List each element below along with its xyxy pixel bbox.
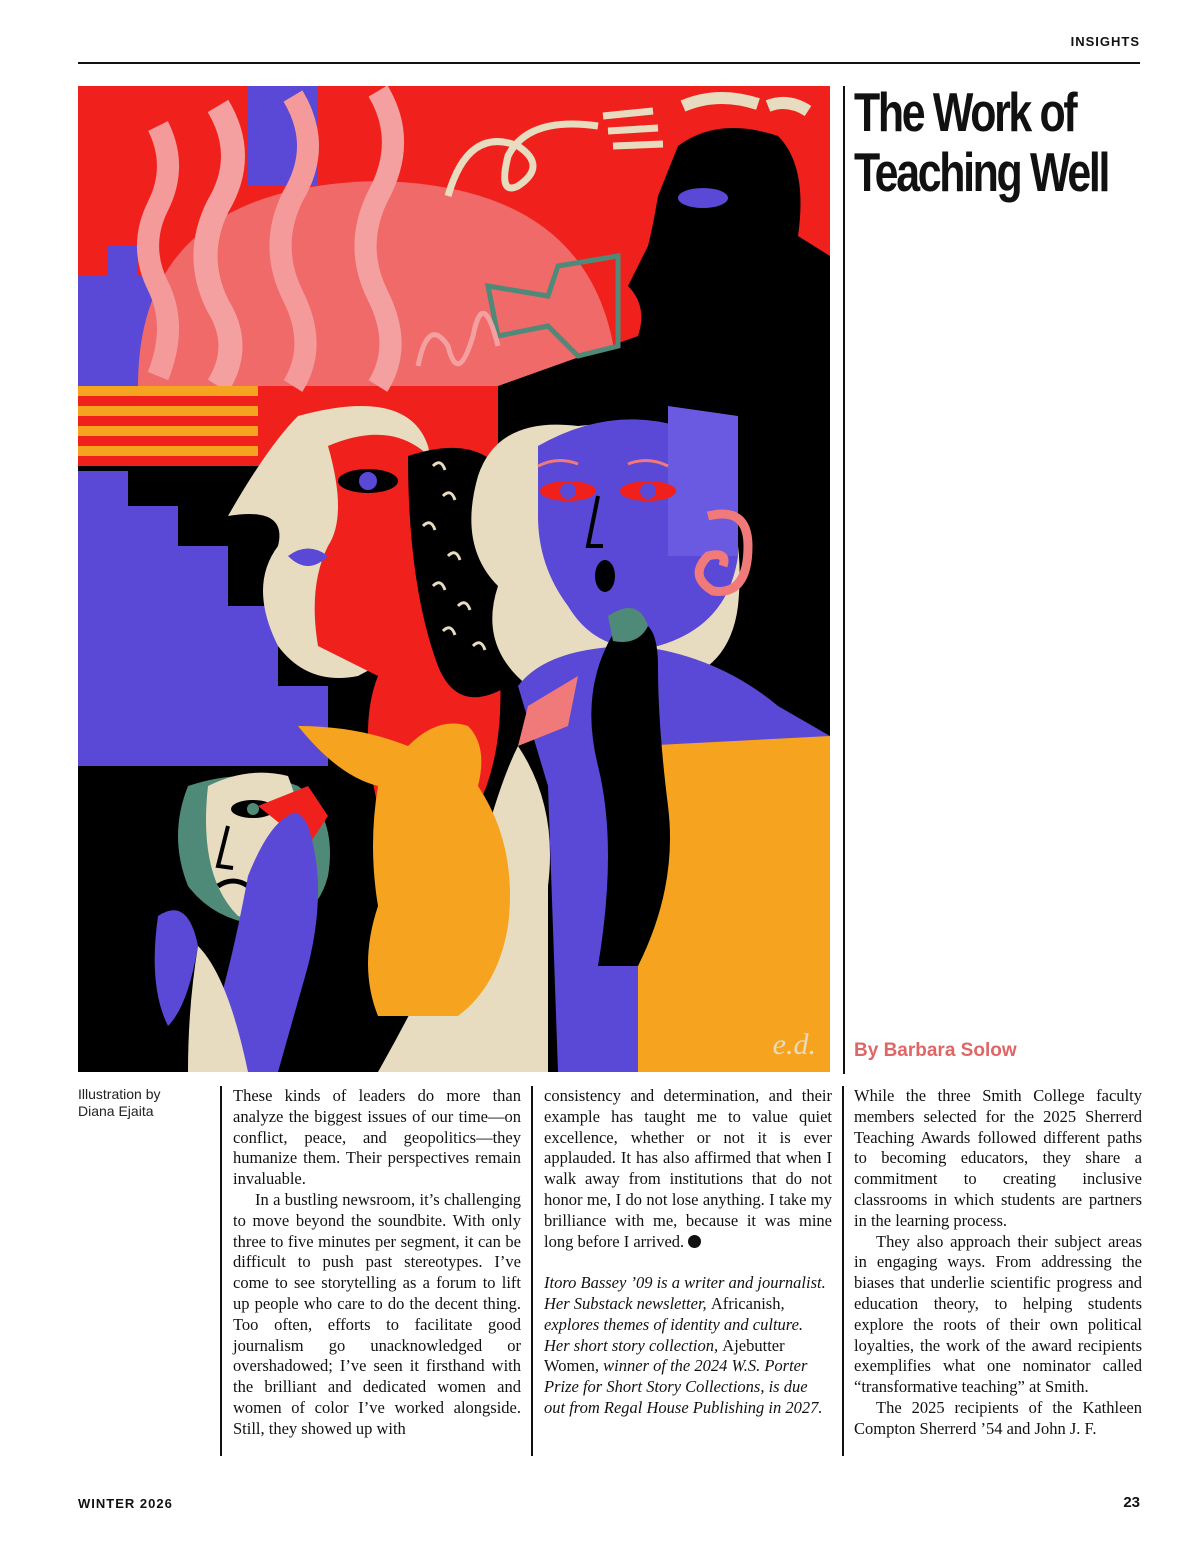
illustration-artwork xyxy=(78,86,830,1072)
credit-line-1: Illustration by xyxy=(78,1086,161,1102)
text-column-2 xyxy=(544,1086,832,1419)
paragraph: The 2025 recipients of the Kathleen Compton Sherrerd ’54 and John J. F. xyxy=(854,1397,1142,1438)
paragraph: These kinds of leaders do more than analyze the biggest issues of our time—on conflict, peace, and geopolitics—they humanize them. Their perspectives remain invaluable. xyxy=(233,1086,521,1189)
top-rule xyxy=(78,62,1140,64)
text-column-1 xyxy=(233,1086,521,1440)
newsletter-title: Africanish xyxy=(710,1293,781,1313)
paragraph: In a bustling newsroom, it’s challenging to move beyond the soundbite. With only three to five minutes per segment, it can be difficult to push past stereotypes. I’ve come to see storytelling as a forum to lift up people who care to do the decent thing. Too often, efforts to facilitate good journalism go unacknowledged or overshadowed; I’ve seen it firsthand with the brilliant and dedicated women and women of color I’ve worked alongside. Still, they showed up with xyxy=(233,1189,521,1438)
text-column-3 xyxy=(854,1086,1142,1440)
column-rule-1 xyxy=(220,1086,222,1456)
article-byline: By Barbara Solow xyxy=(854,1040,1017,1061)
paragraph-text: consistency and determination, and their example has taught me to value quiet excellence, whether or not it is ever applauded. It has also affirmed that when I walk away from institutions that do not honor me, I do not lose anything. I take my brilliance with me, because it was mine long before I arrived. xyxy=(544,1086,832,1251)
credit-line-2: Diana Ejaita xyxy=(78,1103,154,1119)
bio-text: Itoro Bassey ’09 is a writer and journalist. Her Substack newsletter, xyxy=(544,1273,826,1313)
bio-text: , winner of the 2024 W.S. Porter Prize for Short Story Collections, is due out from Regal House Publishing in 2027. xyxy=(544,1356,823,1417)
paragraph: While the three Smith College faculty members selected for the 2025 Sherrerd Teaching Awards followed different paths to becoming educators, they share a commitment to creating inclusive classrooms in which students are partners in the learning process. xyxy=(854,1086,1142,1230)
artist-signature: e.d. xyxy=(772,1028,816,1061)
end-mark-icon xyxy=(688,1235,701,1248)
bio-text: , explores themes of identity and culture. Her short story collection, xyxy=(544,1293,804,1355)
headline-line-2: Teaching Well xyxy=(854,141,1109,203)
page-number: 23 xyxy=(1123,1494,1140,1511)
issue-label: WINTER 2026 xyxy=(78,1496,173,1511)
book-title: Ajebutter Women xyxy=(544,1335,785,1376)
article-headline xyxy=(854,81,1109,203)
headline-line-1: The Work of xyxy=(854,81,1076,143)
column-rule-3 xyxy=(842,1086,844,1456)
column-rule-2 xyxy=(531,1086,533,1456)
paragraph xyxy=(544,1086,832,1252)
author-bio xyxy=(544,1273,832,1419)
section-label: INSIGHTS xyxy=(1070,34,1140,49)
paragraph: They also approach their subject areas in engaging ways. From addressing the biases that underlie scientific progress and education theory, to helping students explore the roots of their own political loyalties, the work of the award recipients exemplifies what one nominator called “transformative teaching” at Smith. xyxy=(854,1231,1142,1397)
feature-illustration xyxy=(78,86,830,1072)
headline-rule xyxy=(843,86,845,1074)
illustration-credit xyxy=(78,1086,208,1120)
